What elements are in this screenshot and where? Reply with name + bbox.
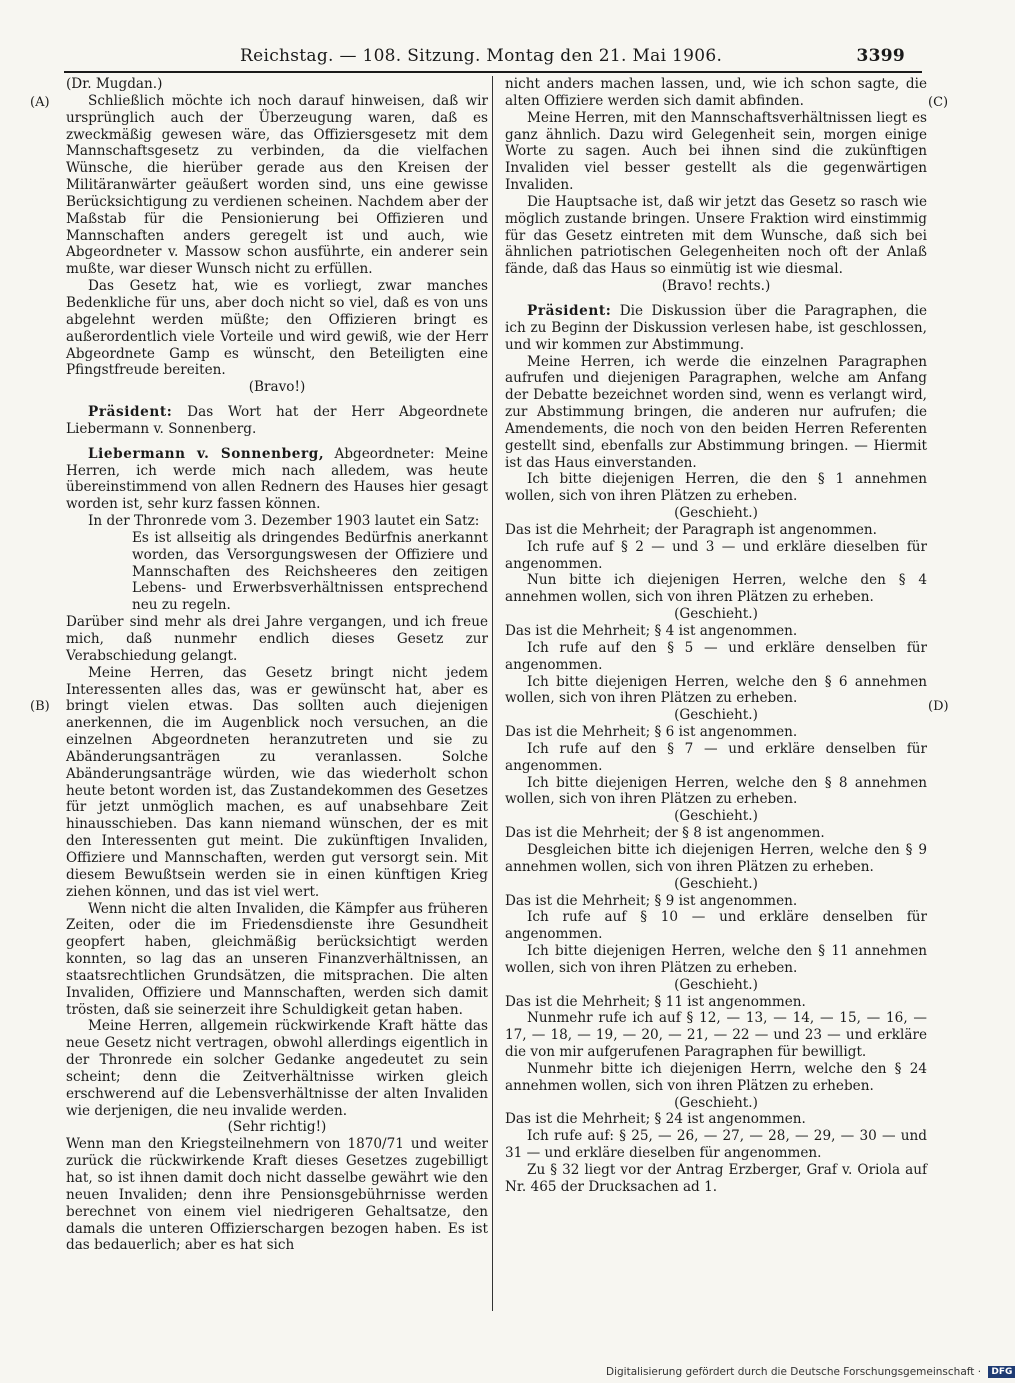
paragraph: Zu § 32 liegt vor der Antrag Erzberger, Graf v. Oriola auf Nr. 465 der Drucksachen ad 1. xyxy=(505,1162,927,1195)
paragraph: Das ist die Mehrheit; der § 8 ist angenommen. xyxy=(505,825,825,842)
right-column xyxy=(505,76,927,1196)
paragraph: Nunmehr rufe ich auf § 12, — 13, — 14, — 15, — 16, — 17, — 18, — 19, — 20, — 21, — 22 — und 23 — und erkläre die von mir aufgerufenen Paragraphen für bewilligt. xyxy=(505,1010,927,1061)
paragraph: Das Gesetz hat, wie es vorliegt, zwar manches Bedenkliche für uns, aber doch nicht so viel, daß es von uns abgelehnt werden müßte; den Offizieren bringt es außerordentlich viele Vorteile und wird gewiß, wie der Herr Abgeordnete Gamp es wünscht, den Beteiligten eine Pfingstfreude bereiten. xyxy=(66,278,488,379)
paragraph: Darüber sind mehr als drei Jahre vergangen, und ich freue mich, daß nunmehr endlich dieses Gesetz zur Verabschiedung gelangt. xyxy=(66,614,488,664)
paragraph: Ich rufe auf § 10 — und erkläre denselben für angenommen. xyxy=(505,909,927,943)
interjection: (Bravo!) xyxy=(248,379,306,396)
paragraph: Das ist die Mehrheit; § 9 ist angenommen. xyxy=(505,892,798,909)
running-title: Reichstag. — 108. Sitzung. Montag den 21. Mai 1906. xyxy=(240,46,723,66)
paragraph: Nun bitte ich diejenigen Herren, welche den § 4 annehmen wollen, sich von ihren Plätzen zu erheben. xyxy=(505,572,927,606)
column-divider xyxy=(492,76,493,1311)
digitization-credit xyxy=(606,1366,1013,1380)
page-number: 3399 xyxy=(856,46,905,66)
paragraph: Die Hauptsache ist, daß wir jetzt das Gesetz so rasch wie möglich zustande bringen. Unsere Fraktion wird einstimmig für das Gesetz eintreten mit dem Wunsche, daß sich bei ähnlichen patriotischen Gelegenheiten noch oft der Anlaß fände, daß das Haus so einmütig ist wie diesmal. xyxy=(505,193,927,278)
paragraph: Ich bitte diejenigen Herren, welche den § 6 annehmen wollen, sich von ihren Plätzen zu erheben. xyxy=(505,673,927,707)
paragraph: Ich bitte diejenigen Herren, die den § 1 annehmen wollen, sich von ihren Plätzen zu erheben. xyxy=(505,471,927,505)
speaker-name: Präsident: xyxy=(88,404,173,421)
paragraph: Ich bitte diejenigen Herren, welche den § 11 annehmen wollen, sich von ihren Plätzen zu erheben. xyxy=(505,943,927,976)
speaker-name: Präsident: xyxy=(527,302,612,319)
dfg-logo: DFG xyxy=(988,1366,1015,1378)
interjection: (Bravo! rechts.) xyxy=(661,278,771,295)
speech-paragraph xyxy=(505,303,927,354)
speaker-continuation: (Dr. Mugdan.) xyxy=(66,76,163,92)
paragraph: Ich bitte diejenigen Herren, welche den § 8 annehmen wollen, sich von ihren Plätzen zu erheben. xyxy=(505,774,927,808)
speech-paragraph xyxy=(66,404,488,438)
margin-marker-b: (B) xyxy=(30,699,50,714)
paragraph: Ich rufe auf: § 25, — 26, — 27, — 28, — 29, — 30 — und 31 — und erkläre dieselben für angenommen. xyxy=(505,1128,927,1162)
paragraph: In der Thronrede vom 3. Dezember 1903 lautet ein Satz: xyxy=(88,513,480,530)
margin-marker-a: (A) xyxy=(30,95,50,110)
credit-text: Digitalisierung gefördert durch die Deutsche Forschungsgemeinschaft · xyxy=(606,1366,982,1378)
interjection: (Geschieht.) xyxy=(674,606,758,623)
paragraph: Wenn nicht die alten Invaliden, die Kämpfer aus früheren Zeiten, oder die im Friedensdienste ihre Gesundheit geopfert haben, gleichmäßig berücksichtigt werden konnten, so lag das an unseren Finanzverhältnissen, an staatsrechtlichen Grundsätzen, die mitsprachen. Die alten Invaliden, Offiziere und Mannschaften, werden sich damit trösten, daß sie seinerzeit ihre Schuldigkeit getan haben. xyxy=(66,900,488,1018)
speech-paragraph xyxy=(66,446,488,513)
interjection: (Geschieht.) xyxy=(674,505,758,522)
paragraph: Meine Herren, das Gesetz bringt nicht jedem Interessenten alles das, was er gewünscht hat, aber es bringt vielen etwas. Das sollten auch diejenigen anerkennen, die im Augenblick noch versuchen, an die einzelnen Abgeordneten heranzutreten und sie zu Abänderungsanträgen zu veranlassen. Solche Abänderungsanträge würden, wie das wiederholt schon heute betont worden ist, das Zustandekommen des Gesetzes für jetzt unmöglich machen, es auf unabsehbare Zeit hinausschieben. Das kann niemand wünschen, der es mit den Interessenten gut meint. Die zukünftigen Invaliden, Offiziere und Mannschaften, werden gut versorgt sein. Mit diesem Bewußtsein werden sie in einen künftigen Krieg ziehen können, und das ist viel wert. xyxy=(66,664,488,900)
margin-marker-d: (D) xyxy=(928,699,949,714)
speech-text: Abgeordneter: Meine Herren, ich werde mich nach alledem, was heute übereinstimmend von allen Rednern des Hauses hier gesagt worden ist, sehr kurz fassen können. xyxy=(66,445,488,513)
paragraph: Meine Herren, ich werde die einzelnen Paragraphen aufrufen und diejenigen Paragraphen, welche am Anfang der Debatte bezeichnet worden sind, wenn es verlangt wird, zur Abstimmung bringen, die anderen nur aufrufen; die Amendements, die noch von den beiden Herren Referenten gestellt sind, ebenfalls zur Abstimmung bringen. — Hiermit ist das Haus einverstanden. xyxy=(505,353,927,471)
paragraph: Das ist die Mehrheit; § 4 ist angenommen. xyxy=(505,623,798,639)
paragraph: Ich rufe auf § 2 — und 3 — und erkläre dieselben für angenommen. xyxy=(505,538,927,572)
paragraph: Ich rufe auf den § 5 — und erkläre denselben für angenommen. xyxy=(505,639,927,673)
paragraph: Nunmehr bitte ich diejenigen Herrn, welche den § 24 annehmen wollen, sich von ihren Plätzen zu erheben. xyxy=(505,1060,927,1094)
paragraph: Meine Herren, allgemein rückwirkende Kraft hätte das neue Gesetz nicht vertragen, obwohl allerdings eigentlich in der Thronrede ein solcher Gedanke angedeutet zu sein scheint; denn die Zeitverhältnisse wirken gleich erschwerend auf die Lebensverhältnisse der alten Invaliden wie derjenigen, die neu invalide werden. xyxy=(66,1018,488,1119)
interjection: (Geschieht.) xyxy=(674,875,758,892)
quotation: Es ist allseitig als dringendes Bedürfnis anerkannt worden, das Versorgungswesen der Offiziere und Mannschaften des Reichsheeres den zeitigen Lebens- und Erwerbsverhältnissen entsprechend neu zu regeln. xyxy=(132,529,488,614)
interjection: (Geschieht.) xyxy=(674,707,758,724)
left-column xyxy=(66,76,488,1254)
speech-text: Das Wort hat der Herr Abgeordnete Liebermann v. Sonnenberg. xyxy=(66,404,488,437)
paragraph: Ich rufe auf den § 7 — und erkläre denselben für angenommen. xyxy=(505,740,927,774)
interjection: (Sehr richtig!) xyxy=(227,1119,327,1136)
speaker-name: Liebermann v. Sonnenberg, xyxy=(88,445,325,462)
paragraph: nicht anders machen lassen, und, wie ich schon sagte, die alten Offiziere werden sich damit abfinden. xyxy=(505,76,927,109)
paragraph: Meine Herren, mit den Mannschaftsverhältnissen liegt es ganz ähnlich. Dazu wird Gelegenheit sein, morgen einige Worte zu sagen. Auch bei ihnen sind die zukünftigen Invaliden viel besser gestellt als die gegenwärtigen Invaliden. xyxy=(505,109,927,194)
paragraph: Wenn man den Kriegsteilnehmern von 1870/71 und weiter zurück die rückwirkende Kraft dieses Gesetzes zugebilligt hat, so ist ihnen damit doch nicht dasselbe gewährt wie den neuen Invaliden; denn ihre Pensionsgebührnisse werden berechnet von einem viel niedrigeren Gehaltsatze, den damals die unteren Offizierschargen bezogen haben. Es ist das bedauerlich; aber es hat sich xyxy=(66,1136,488,1254)
margin-marker-c: (C) xyxy=(928,95,949,110)
interjection: (Geschieht.) xyxy=(674,976,758,993)
paragraph: Schließlich möchte ich noch darauf hinweisen, daß wir ursprünglich auch der Überzeugung waren, daß es zweckmäßig gewesen wäre, das Offiziersgesetz mit dem Mannschaftsgesetz zu verbinden, da die vielfachen Wünsche, die hierüber gerade aus den Kreisen der Militäranwärter geäußert worden sind, uns eine gewisse Berücksichtigung zu verdienen scheinen. Nachdem aber der Maßstab für die Pensionierung bei Offizieren und Mannschaften anders geregelt ist und auch, wie Abgeordneter v. Massow schon ausführte, ein anderer sein mußte, war dieser Wunsch nicht zu erfüllen. xyxy=(66,92,488,278)
speech-text: Die Diskussion über die Paragraphen, die ich zu Beginn der Diskussion verlesen habe, ist geschlossen, und wir kommen zur Abstimmung. xyxy=(505,302,927,353)
paragraph: Das ist die Mehrheit; der Paragraph ist angenommen. xyxy=(505,521,877,538)
paragraph: Das ist die Mehrheit; § 24 ist angenommen. xyxy=(505,1111,806,1128)
paragraph: Das ist die Mehrheit; § 11 ist angenommen. xyxy=(505,993,806,1010)
paragraph: Das ist die Mehrheit; § 6 ist angenommen. xyxy=(505,724,798,741)
interjection: (Geschieht.) xyxy=(674,1094,758,1111)
paragraph: Desgleichen bitte ich diejenigen Herren, welche den § 9 annehmen wollen, sich von ihren Plätzen zu erheben. xyxy=(505,841,927,875)
interjection: (Geschieht.) xyxy=(674,808,758,825)
page-header xyxy=(240,46,905,70)
header-rule xyxy=(64,71,922,73)
